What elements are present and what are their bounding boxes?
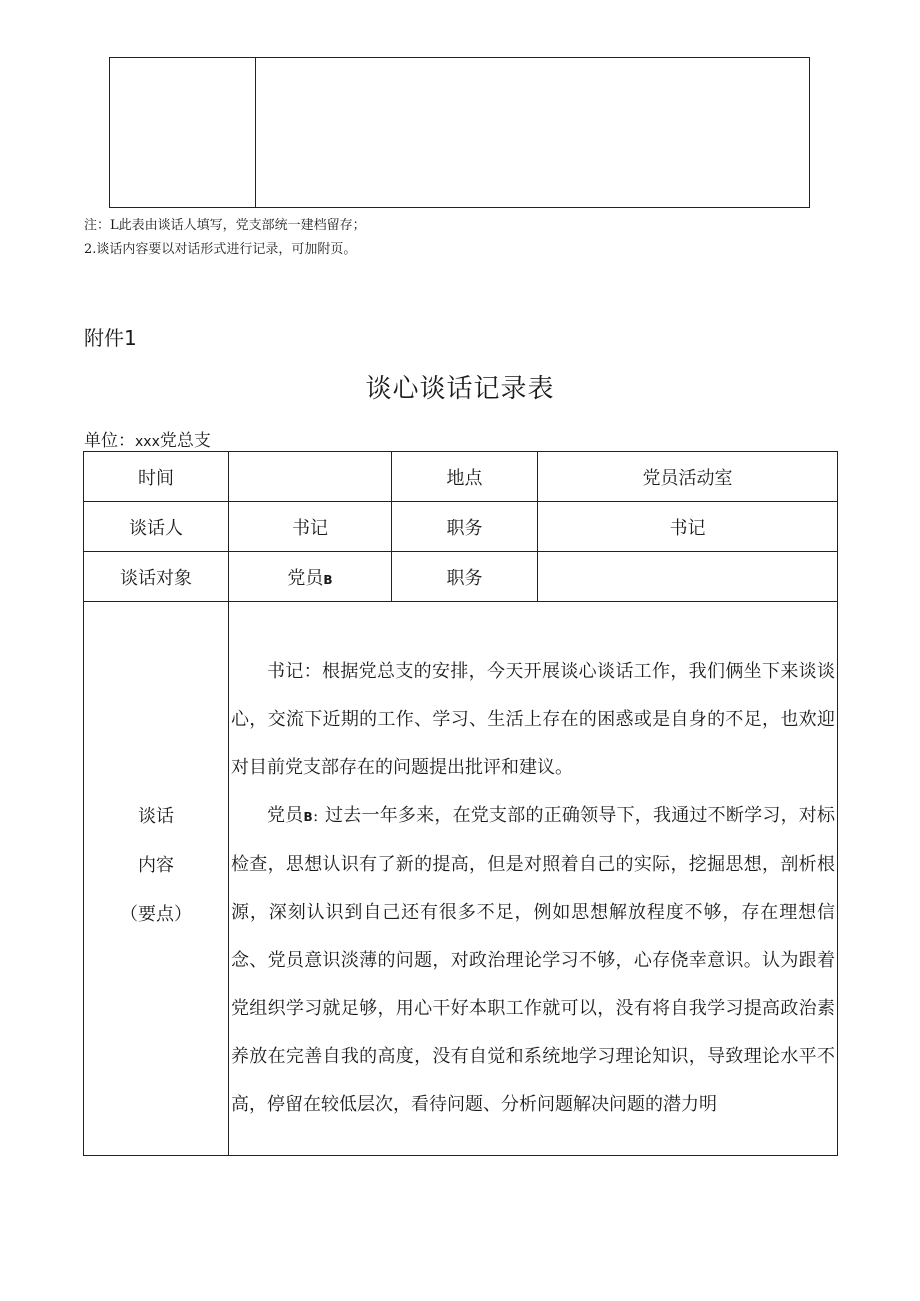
note-line-1: 注：L此表由谈话人填写，党支部统一建档留存； bbox=[84, 218, 366, 233]
content-row bbox=[84, 602, 838, 1156]
attachment-label: 附件1 bbox=[84, 326, 137, 350]
page-title: 谈心谈话记录表 bbox=[365, 374, 555, 404]
target-position-value[interactable] bbox=[538, 552, 838, 602]
content-body[interactable] bbox=[229, 602, 838, 1156]
target-value: 党员 bbox=[287, 567, 324, 589]
content-paragraph-2 bbox=[231, 792, 835, 1129]
speaker-label: 党员 bbox=[267, 805, 304, 826]
target-position-label: 职务 bbox=[392, 552, 538, 602]
talker-value[interactable]: 书记 bbox=[229, 502, 392, 552]
talker-label: 谈话人 bbox=[84, 502, 229, 552]
unit-label: 单位： bbox=[84, 431, 135, 451]
place-value[interactable]: 党员活动室 bbox=[538, 452, 838, 502]
unit-line bbox=[84, 426, 211, 451]
time-value[interactable] bbox=[229, 452, 392, 502]
unit-suffix: 党总支 bbox=[159, 431, 211, 451]
table-divider bbox=[255, 58, 256, 207]
previous-table-fragment bbox=[109, 57, 810, 208]
content-label-line3: （要点） bbox=[120, 904, 192, 925]
time-label: 时间 bbox=[84, 452, 229, 502]
speaker-tag: B： bbox=[303, 810, 326, 824]
place-label: 地点 bbox=[392, 452, 538, 502]
target-label: 谈话对象 bbox=[84, 552, 229, 602]
table-row bbox=[84, 502, 838, 552]
content-label bbox=[84, 602, 229, 1156]
content-label-line1: 谈话 bbox=[138, 806, 174, 827]
record-table bbox=[83, 451, 838, 1156]
table-row bbox=[84, 452, 838, 502]
target-value-cell[interactable] bbox=[229, 552, 392, 602]
content-paragraph-1: 书记：根据党总支的安排，今天开展谈心谈话工作，我们俩坐下来谈谈心，交流下近期的工作、学习、生活上存在的困惑或是自身的不足，也欢迎对目前党支部存在的问题提出批评和建议。 bbox=[231, 661, 835, 778]
content-label-line2: 内容 bbox=[138, 855, 174, 876]
note-line-2: 2.谈话内容要以对话形式进行记录，可加附页。 bbox=[84, 242, 357, 257]
talker-position-value[interactable]: 书记 bbox=[538, 502, 838, 552]
paragraph-2-body: 过去一年多来，在党支部的正确领导下，我通过不断学习，对标检查，思想认识有了新的提高，但是对照着自己的实际，挖掘思想，剖析根源，深刻认识到自己还有很多不足，例如思想解放程度不够，存在理想信念、党员意识淡薄的问题，对政治理论学习不够，心存侥幸意识。认为跟着党组织学习就足够，用心干好本职工作就可以，没有将自我学习提高政治素养放在完善自我的高度，没有自觉和系统地学习理论知识，导致理论水平不高，停留在较低层次，看待问题、分析问题解决问题的潜力明 bbox=[231, 805, 836, 1115]
table-row bbox=[84, 552, 838, 602]
unit-value: xxx bbox=[135, 434, 160, 450]
talker-position-label: 职务 bbox=[392, 502, 538, 552]
target-suffix: B bbox=[323, 572, 333, 587]
